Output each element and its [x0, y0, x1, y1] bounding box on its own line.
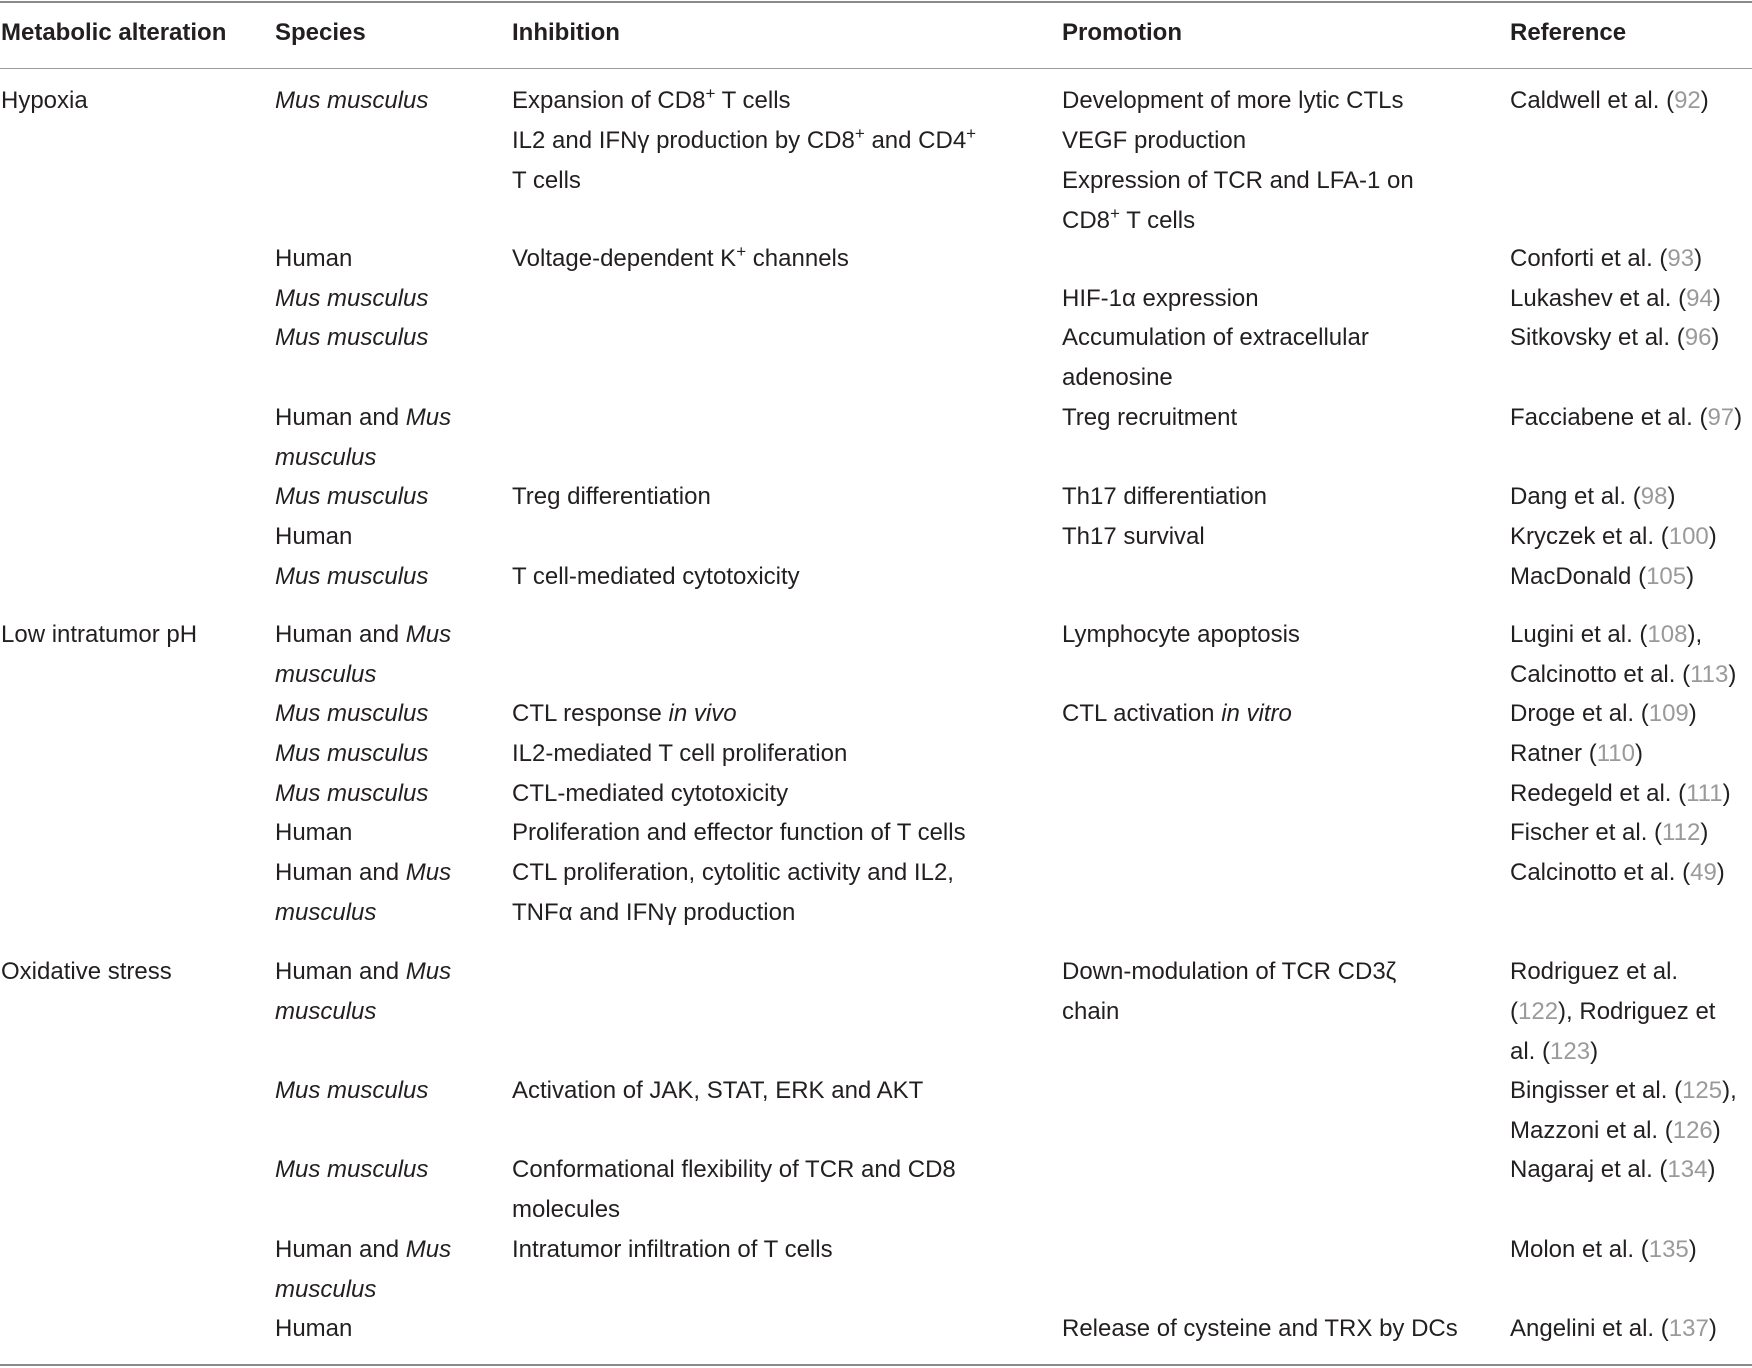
table-cell-alteration: Hypoxia [1, 87, 88, 114]
table-cell-species: musculus [275, 661, 377, 688]
table-cell-reference: Facciabene et al. (97) [1510, 404, 1743, 431]
table-cell-species: Human [275, 819, 353, 846]
table-cell-species: musculus [275, 899, 377, 926]
table-cell-promotion: Development of more lytic CTLs [1062, 87, 1404, 114]
table-cell-species: Human and Mus [275, 958, 452, 985]
table-cell-reference: Bingisser et al. (125), [1510, 1077, 1737, 1104]
table-cell-species: Mus musculus [275, 1156, 429, 1183]
table-cell-species: Human and Mus [275, 859, 452, 886]
table-cell-inhibition: T cell-mediated cytotoxicity [512, 563, 800, 590]
table-cell-species: Mus musculus [275, 780, 429, 807]
table-cell-reference: Calcinotto et al. (113) [1510, 661, 1737, 688]
table-cell-alteration: Low intratumor pH [1, 621, 198, 648]
table-cell-species: Mus musculus [275, 87, 429, 114]
table-cell-species: Mus musculus [275, 483, 429, 510]
table-cell-species: Mus musculus [275, 700, 429, 727]
table-cell-alteration: Oxidative stress [1, 958, 172, 985]
table-cell-promotion: Expression of TCR and LFA-1 on [1062, 167, 1414, 194]
table-cell-species: Human and Mus [275, 1236, 452, 1263]
table-cell-promotion: Accumulation of extracellular [1062, 324, 1369, 351]
table-cell-reference: Rodriguez et al. [1510, 958, 1679, 985]
table-cell-promotion: Treg recruitment [1062, 404, 1238, 431]
table-cell-species: Mus musculus [275, 324, 429, 351]
header-species: Species [275, 19, 366, 46]
header-divider-rule [0, 68, 1752, 69]
table-cell-promotion: Down-modulation of TCR CD3ζ [1062, 958, 1397, 985]
table-cell-reference: Mazzoni et al. (126) [1510, 1117, 1721, 1144]
table-cell-inhibition: IL2-mediated T cell proliferation [512, 740, 848, 767]
table-cell-reference: (122), Rodriguez et [1510, 998, 1716, 1025]
table-cell-reference: Droge et al. (109) [1510, 700, 1697, 727]
table-cell-reference: Fischer et al. (112) [1510, 819, 1709, 846]
table-cell-species: Human and Mus [275, 621, 452, 648]
table-cell-species: Mus musculus [275, 285, 429, 312]
table-cell-reference: Lukashev et al. (94) [1510, 285, 1721, 312]
table-cell-species: Mus musculus [275, 740, 429, 767]
table-cell-reference: Conforti et al. (93) [1510, 245, 1703, 272]
table-cell-promotion: VEGF production [1062, 127, 1247, 154]
table-cell-promotion: chain [1062, 998, 1120, 1025]
table-cell-inhibition: CTL-mediated cytotoxicity [512, 780, 789, 807]
table-cell-reference: Lugini et al. (108), [1510, 621, 1703, 648]
table-cell-inhibition: molecules [512, 1196, 621, 1223]
table-cell-promotion: CD8+ T cells [1062, 204, 1196, 234]
table-cell-inhibition: T cells [512, 167, 581, 194]
table-cell-promotion: HIF-1α expression [1062, 285, 1259, 312]
table-cell-inhibition: Proliferation and effector function of T cells [512, 819, 966, 846]
table-cell-species: Human and Mus [275, 404, 452, 431]
header-reference: Reference [1510, 19, 1627, 46]
table-cell-inhibition: CTL proliferation, cytolitic activity and IL2, [512, 859, 954, 886]
table-cell-reference: Calcinotto et al. (49) [1510, 859, 1725, 886]
table-cell-inhibition: Intratumor infiltration of T cells [512, 1236, 833, 1263]
table-cell-promotion: Th17 differentiation [1062, 483, 1268, 510]
table-cell-inhibition: TNFα and IFNγ production [512, 899, 796, 926]
table-cell-reference: Molon et al. (135) [1510, 1236, 1697, 1263]
table-cell-species: Human [275, 245, 353, 272]
table-cell-promotion: Th17 survival [1062, 523, 1205, 550]
table-cell-inhibition: CTL response in vivo [512, 700, 737, 727]
table-cell-inhibition: Activation of JAK, STAT, ERK and AKT [512, 1077, 924, 1104]
header-inhibition: Inhibition [512, 19, 620, 46]
table-cell-inhibition: Treg differentiation [512, 483, 711, 510]
table-cell-inhibition: IL2 and IFNγ production by CD8+ and CD4+ [512, 124, 977, 154]
table-cell-species: Human [275, 523, 353, 550]
table-cell-reference: Sitkovsky et al. (96) [1510, 324, 1720, 351]
table-cell-species: Human [275, 1315, 353, 1342]
table-cell-inhibition: Expansion of CD8+ T cells [512, 84, 791, 114]
table-cell-species: Mus musculus [275, 563, 429, 590]
table-cell-species: musculus [275, 444, 377, 471]
table-cell-reference: MacDonald (105) [1510, 563, 1695, 590]
table-cell-reference: Kryczek et al. (100) [1510, 523, 1717, 550]
table-cell-inhibition: Voltage-dependent K+ channels [512, 242, 849, 272]
table-cell-reference: Angelini et al. (137) [1510, 1315, 1717, 1342]
table-cell-promotion: CTL activation in vitro [1062, 700, 1292, 727]
table-cell-reference: Caldwell et al. (92) [1510, 87, 1709, 114]
header-promotion: Promotion [1062, 19, 1182, 46]
table-cell-reference: Redegeld et al. (111) [1510, 780, 1731, 807]
table-cell-species: Mus musculus [275, 1077, 429, 1104]
table-cell-promotion: Lymphocyte apoptosis [1062, 621, 1300, 648]
table-cell-species: musculus [275, 998, 377, 1025]
table-cell-reference: Ratner (110) [1510, 740, 1643, 767]
table-top-rule [0, 1, 1752, 3]
table-cell-reference: al. (123) [1510, 1038, 1599, 1065]
table-cell-promotion: Release of cysteine and TRX by DCs [1062, 1315, 1458, 1342]
table-cell-inhibition: Conformational flexibility of TCR and CD8 [512, 1156, 956, 1183]
table-cell-promotion: adenosine [1062, 364, 1173, 391]
header-metabolic-alteration: Metabolic alteration [1, 19, 227, 46]
table-cell-reference: Nagaraj et al. (134) [1510, 1156, 1716, 1183]
table-cell-species: musculus [275, 1276, 377, 1303]
table-bottom-rule [0, 1364, 1752, 1366]
table-cell-reference: Dang et al. (98) [1510, 483, 1676, 510]
